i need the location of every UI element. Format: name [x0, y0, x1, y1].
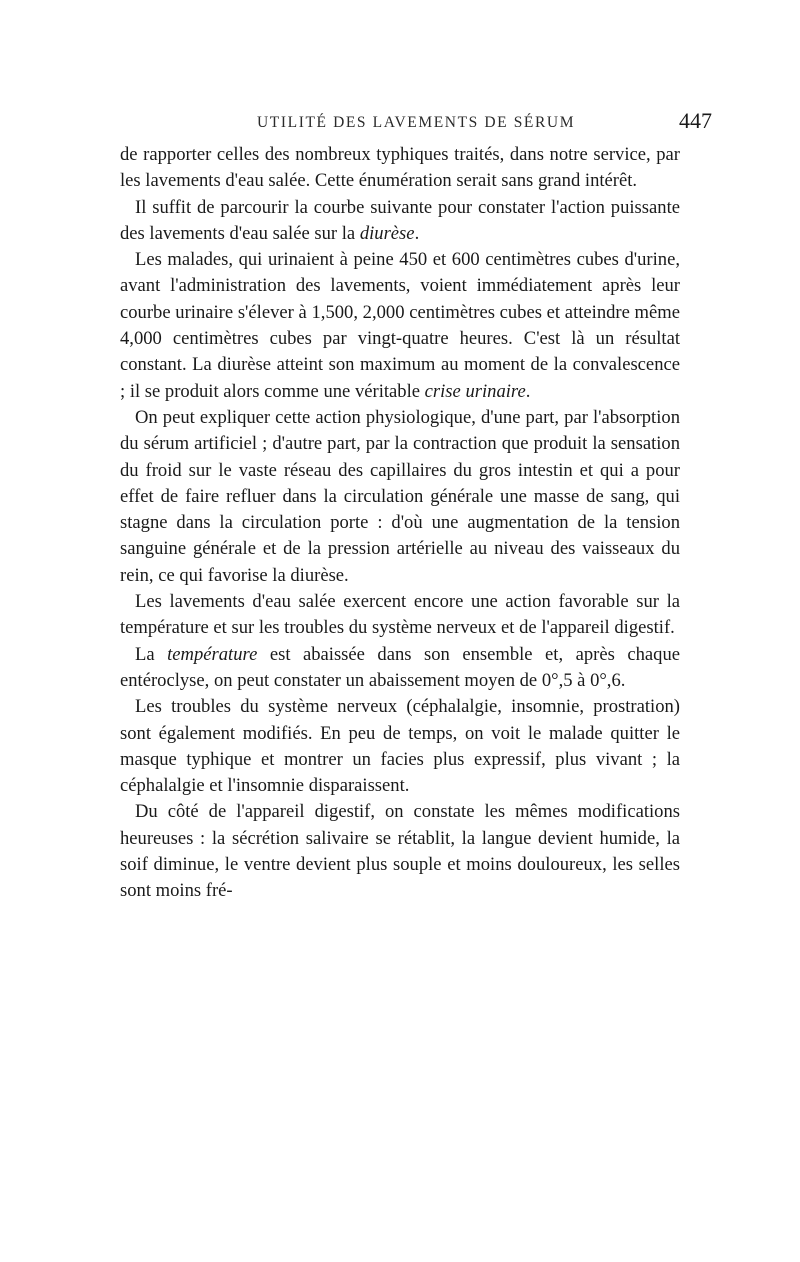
- paragraph-text: On peut expliquer cette action physiologique, d'une part, par l'absorption du sérum artificiel ; d'autre part, par la contraction que produit la sensation du froid sur le vaste réseau des capillaires du gros intestin et qui a pour effet de faire refluer dans la circulation générale une masse de sang, qui stagne dans la circulation porte : d'où une augmentation de la tension sanguine générale et de la pression artérielle au niveau des vaisseaux du rein, ce qui favorise la diurèse.: [120, 406, 680, 586]
- emphasis-term: température: [167, 643, 258, 665]
- paragraph-text: Les troubles du système nerveux (céphalalgie, insomnie, prostration) sont également modifiés. En peu de temps, on voit le malade quitter le masque typhique et montrer un facies plus expressif, plus vivant ; la céphalalgie et l'insomnie disparaissent.: [120, 696, 680, 797]
- paragraph-nervous-system: [120, 694, 680, 799]
- running-head: [120, 108, 712, 142]
- paragraph-text: Les lavements d'eau salée exercent encore une action favorable sur la température et sur les troubles du système nerveux et de l'appareil digestif.: [120, 591, 680, 639]
- paragraph-text: Il suffit de parcourir la courbe suivante pour constater l'action puissante des lavements d'eau salée sur la: [120, 196, 680, 244]
- paragraph-text: Du côté de l'appareil digestif, on constate les mêmes modifications heureuses : la sécrétion salivaire se rétablit, la langue devient humide, la soif diminue, le ventre devient plus souple et moins douloureux, les selles sont moins fré-: [120, 801, 680, 902]
- body-text: [120, 142, 680, 905]
- emphasis-term: diurèse: [359, 222, 415, 244]
- paragraph-text: .: [414, 222, 420, 244]
- paragraph-text: Les malades, qui urinaient à peine 450 et 600 centimètres cubes d'urine, avant l'administration des lavements, voient immédiatement après leur courbe urinaire s'élever à 1,500, 2,000 centimètres cubes et atteindre même 4,000 centimètres cubes par vingt-quatre heures. C'est là un résultat constant. La diurèse atteint son maximum au moment de la convalescence ; il se produit alors comme une véritable: [120, 249, 680, 402]
- running-title: UTILITÉ DES LAVEMENTS DE SÉRUM: [257, 114, 576, 131]
- paragraph-text: .: [525, 380, 531, 402]
- paragraph-text: est abaissée dans son ensemble et, après chaque entéroclyse, on peut constater un abaissement moyen de 0°,5 à 0°,6.: [120, 643, 680, 691]
- paragraph-favorable-action: [120, 589, 680, 642]
- paragraph-continuation: [120, 142, 680, 195]
- paragraph-temperature: [120, 642, 680, 695]
- emphasis-term: crise urinaire: [424, 380, 526, 402]
- paragraph-diuresis-curve: [120, 195, 680, 248]
- paragraph-text: de rapporter celles des nombreux typhiques traités, dans notre service, par les lavements d'eau salée. Cette énumération serait sans grand intérêt.: [120, 144, 680, 192]
- paragraph-physiological-action: [120, 405, 680, 589]
- paragraph-digestive-system: [120, 799, 680, 904]
- paragraph-urine-volumes: [120, 247, 680, 405]
- page-number: 447: [679, 108, 712, 133]
- paragraph-text: La: [135, 643, 168, 665]
